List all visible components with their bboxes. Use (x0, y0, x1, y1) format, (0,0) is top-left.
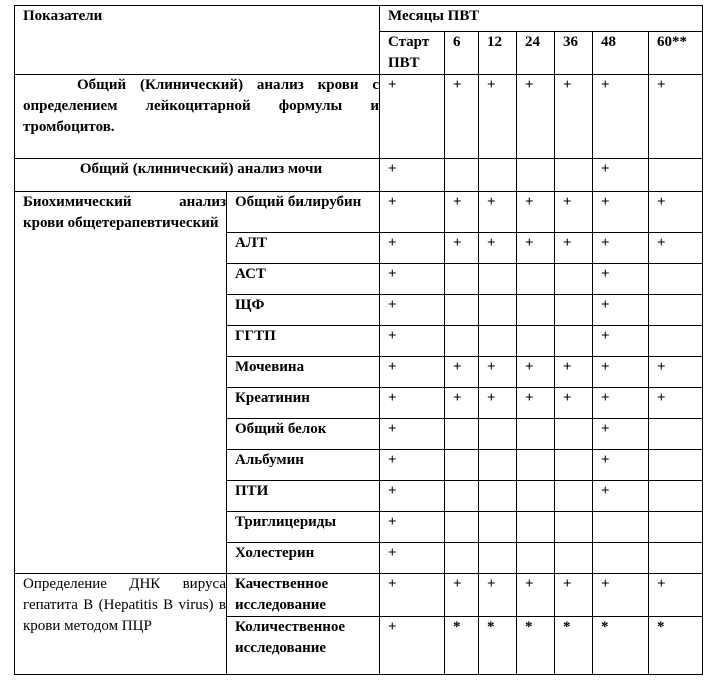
mark-cell: + (593, 295, 649, 326)
months-header: Месяцы ПВТ (380, 6, 703, 32)
mark-cell (445, 419, 479, 450)
mark-cell (555, 295, 593, 326)
mark-cell (517, 512, 555, 543)
biochem-item-name: ПТИ (227, 481, 380, 512)
mark-cell: * (479, 617, 517, 675)
biochem-item-name: Триглицериды (227, 512, 380, 543)
mark-cell (555, 264, 593, 295)
month-col-24: 24 (517, 32, 555, 75)
mark-cell: + (593, 450, 649, 481)
biochem-item-name: Общий белок (227, 419, 380, 450)
mark-cell (517, 159, 555, 192)
mark-cell (649, 419, 703, 450)
mark-cell (555, 512, 593, 543)
mark-cell (649, 512, 703, 543)
mark-cell: + (517, 574, 555, 617)
mark-cell (555, 543, 593, 574)
biochem-item-name: Холестерин (227, 543, 380, 574)
urine-row (15, 159, 703, 192)
pcr-item-name: Количественное исследование (227, 617, 380, 675)
mark-cell (649, 159, 703, 192)
mark-cell: + (380, 450, 445, 481)
mark-cell (593, 512, 649, 543)
mark-cell (517, 326, 555, 357)
mark-cell: + (445, 75, 479, 159)
mark-cell: + (593, 75, 649, 159)
mark-cell: + (517, 388, 555, 419)
mark-cell: + (555, 75, 593, 159)
mark-cell: + (380, 512, 445, 543)
month-col-6: 6 (445, 32, 479, 75)
mark-cell (479, 419, 517, 450)
mark-cell: + (517, 233, 555, 264)
mark-cell: + (555, 388, 593, 419)
mark-cell (649, 326, 703, 357)
mark-cell: * (555, 617, 593, 675)
mark-cell (479, 481, 517, 512)
mark-cell (517, 295, 555, 326)
mark-cell: + (380, 326, 445, 357)
mark-cell (517, 450, 555, 481)
indicators-header: Показатели (15, 6, 380, 75)
mark-cell: + (649, 357, 703, 388)
mark-cell: + (380, 617, 445, 675)
mark-cell: + (517, 357, 555, 388)
cbc-row (15, 75, 703, 159)
mark-cell: + (593, 233, 649, 264)
mark-cell: + (445, 388, 479, 419)
mark-cell: + (649, 388, 703, 419)
mark-cell (479, 543, 517, 574)
mark-cell (517, 543, 555, 574)
mark-cell: + (649, 233, 703, 264)
mark-cell: + (479, 233, 517, 264)
mark-cell: + (380, 574, 445, 617)
mark-cell: + (479, 75, 517, 159)
mark-cell: + (479, 388, 517, 419)
mark-cell (445, 512, 479, 543)
pcr-group-label: Определение ДНК вируса гепатита В (Hepatitis B virus) в крови методом ПЦР (15, 574, 227, 675)
mark-cell: + (593, 419, 649, 450)
biochem-item-name: АСТ (227, 264, 380, 295)
header-row (15, 6, 703, 32)
mark-cell (479, 264, 517, 295)
biochem-item-name: Мочевина (227, 357, 380, 388)
biochem-item-name: ЩФ (227, 295, 380, 326)
mark-cell (517, 419, 555, 450)
mark-cell (445, 450, 479, 481)
mark-cell (649, 543, 703, 574)
mark-cell (479, 295, 517, 326)
mark-cell: * (517, 617, 555, 675)
mark-cell (555, 326, 593, 357)
mark-cell (555, 481, 593, 512)
mark-cell: * (593, 617, 649, 675)
mark-cell: * (649, 617, 703, 675)
biochem-row (15, 192, 703, 233)
mark-cell: + (380, 192, 445, 233)
biochem-item-name: Общий билирубин (227, 192, 380, 233)
month-col-60: 60** (649, 32, 703, 75)
mark-cell: + (380, 159, 445, 192)
mark-cell (517, 481, 555, 512)
mark-cell (445, 159, 479, 192)
mark-cell (479, 159, 517, 192)
mark-cell: + (445, 233, 479, 264)
mark-cell: + (593, 388, 649, 419)
mark-cell: + (555, 192, 593, 233)
mark-cell (593, 543, 649, 574)
mark-cell: + (380, 233, 445, 264)
mark-cell (555, 419, 593, 450)
mark-cell (555, 159, 593, 192)
biochem-item-name: ГГТП (227, 326, 380, 357)
mark-cell: + (517, 192, 555, 233)
monitoring-schedule-table (14, 5, 703, 675)
mark-cell: + (517, 75, 555, 159)
mark-cell: + (380, 543, 445, 574)
mark-cell: + (445, 357, 479, 388)
biochem-item-name: АЛТ (227, 233, 380, 264)
mark-cell: + (593, 357, 649, 388)
mark-cell: + (593, 264, 649, 295)
mark-cell: + (380, 388, 445, 419)
mark-cell (479, 450, 517, 481)
mark-cell (517, 264, 555, 295)
mark-cell: + (479, 574, 517, 617)
mark-cell (649, 295, 703, 326)
mark-cell: + (555, 357, 593, 388)
cbc-label: Общий (Клинический) анализ крови с определением лейкоцитарной формулы и тромбоцитов. (15, 75, 380, 159)
mark-cell (479, 512, 517, 543)
biochem-item-name: Альбумин (227, 450, 380, 481)
mark-cell: + (555, 233, 593, 264)
mark-cell: + (593, 326, 649, 357)
biochem-group-label: Биохимический анализ крови общетерапевтический (15, 192, 227, 574)
mark-cell: + (593, 159, 649, 192)
mark-cell (445, 295, 479, 326)
mark-cell: + (593, 574, 649, 617)
mark-cell: + (479, 192, 517, 233)
mark-cell (445, 264, 479, 295)
pcr-row (15, 574, 703, 617)
mark-cell: + (593, 192, 649, 233)
mark-cell: + (380, 264, 445, 295)
month-col-start: Старт ПВТ (380, 32, 445, 75)
mark-cell: + (380, 419, 445, 450)
mark-cell: + (380, 357, 445, 388)
month-col-48: 48 (593, 32, 649, 75)
mark-cell (445, 481, 479, 512)
mark-cell (649, 481, 703, 512)
urine-label: Общий (клинический) анализ мочи (15, 159, 380, 192)
biochem-item-name: Креатинин (227, 388, 380, 419)
month-col-12: 12 (479, 32, 517, 75)
mark-cell (649, 450, 703, 481)
mark-cell (555, 450, 593, 481)
mark-cell: + (555, 574, 593, 617)
mark-cell: + (445, 574, 479, 617)
mark-cell (479, 326, 517, 357)
mark-cell: + (445, 192, 479, 233)
mark-cell (649, 264, 703, 295)
mark-cell: + (649, 75, 703, 159)
mark-cell: + (479, 357, 517, 388)
mark-cell: + (380, 75, 445, 159)
mark-cell: + (593, 481, 649, 512)
mark-cell: + (649, 192, 703, 233)
mark-cell (445, 543, 479, 574)
mark-cell: + (649, 574, 703, 617)
mark-cell: + (380, 481, 445, 512)
month-col-36: 36 (555, 32, 593, 75)
mark-cell: + (380, 295, 445, 326)
mark-cell: * (445, 617, 479, 675)
pcr-item-name: Качественное исследование (227, 574, 380, 617)
mark-cell (445, 326, 479, 357)
